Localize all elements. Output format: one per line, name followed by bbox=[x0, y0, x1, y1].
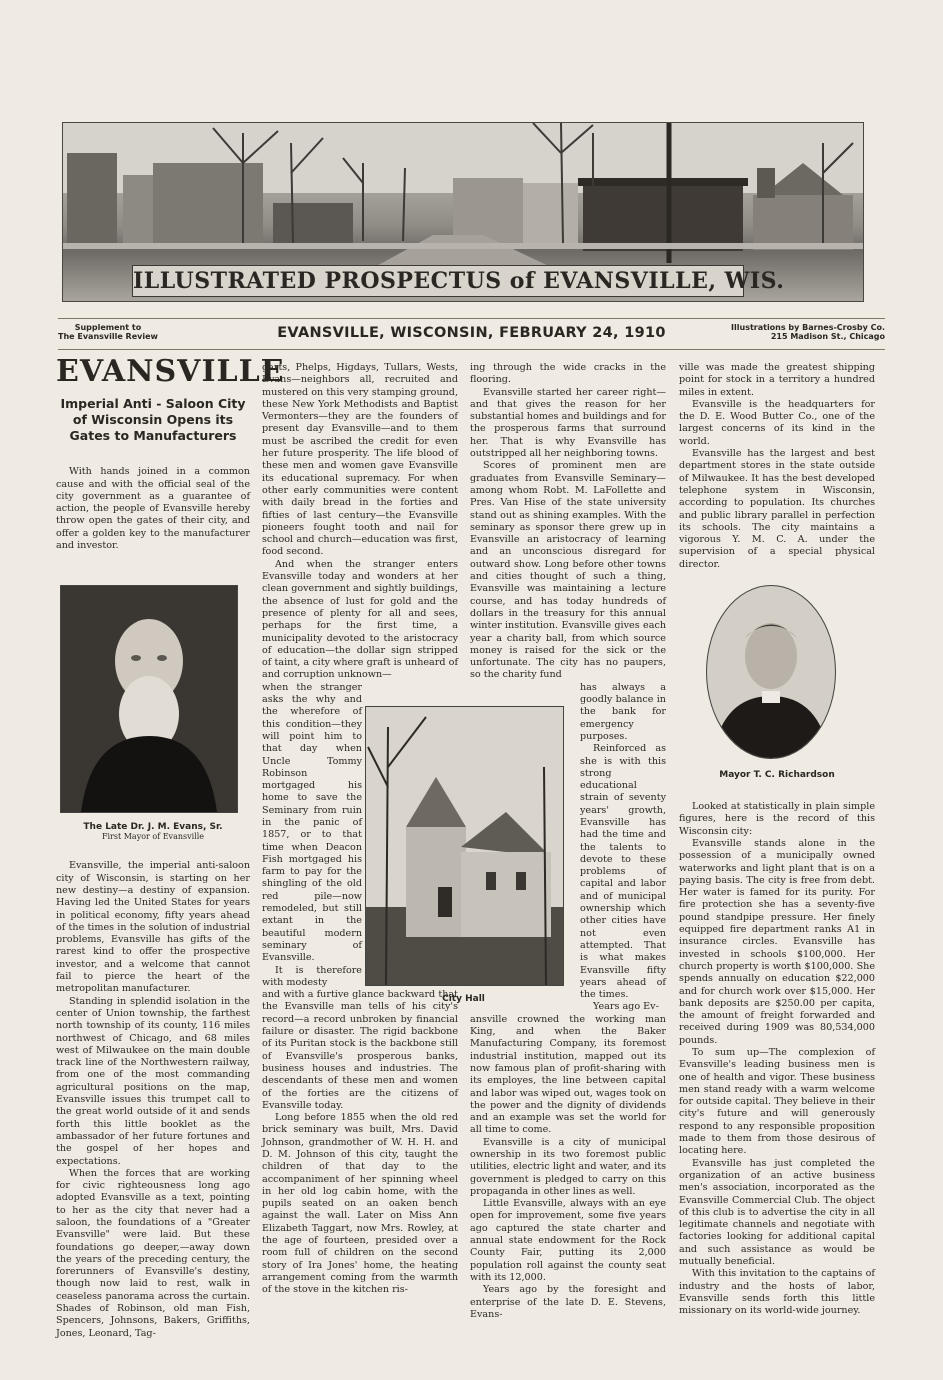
paragraph: With hands joined in a common cause and with the official seal of the city government as a guarantee of action, the people of Evansville hereby throw open the gates of their city, and offer a golden key to the manufacturer and investor. bbox=[56, 466, 250, 552]
masthead-dateline: EVANSVILLE, WISCONSIN, FEBRUARY 24, 1910 bbox=[277, 325, 666, 341]
paragraph: Standing in splendid isolation in the center of Union township, the farthest north township of its county, 116 miles northwest of Chicago, and 68 miles west of Milwaukee on the main double track line of the Northwestern railway, from one of the most commanding agricultural positions on the map, Evansville issues this trumpet call to the great world outside of it and sends forth this little booklet as the ambassador of her future fortunes and the gospel of her hopes and expectations. bbox=[56, 995, 250, 1167]
paragraph: Evansville has just completed the organization of an active business men's association, incorporated as the Evansville Commercial Club. The object of this club is to advertise the city in all legitimate channels and negotiate with factories looking for additional capital and such assistance as would be mutually beneficial. bbox=[679, 1157, 875, 1268]
paragraph: When the forces that are working for civic righteousness long ago adopted Evansville as a text, pointing to her as the city that never had a saloon, the foundations of a "Greater Evansville" were laid. But these foundations go deeper,—away down the years of the preceding century, the forerunners of Evansville's destiny, though now laid to rest, walk in ceaseless panorama across the curtain. Shades of Robinson, old man Fish, Spencers, Johnsons, Bakers, Griffiths, Jones, Leonard, Tag- bbox=[56, 1167, 250, 1339]
paragraph: Little Evansville, always with an eye open for improvement, some five years ago captured the state charter and annual state endowment for the Rock County Fair, putting its 2,000 population roll against the county seat with its 12,000. bbox=[470, 1198, 666, 1283]
paragraph: ing through the wide cracks in the flooring. bbox=[470, 362, 666, 386]
paragraph: Evansville is the headquarters for the D. E. Wood Butter Co., one of the largest concerns of its kind in the world. bbox=[679, 398, 875, 447]
paragraph: garts, Phelps, Higdays, Tullars, Wests, Evans—neighbors all, recruited and mustered on this very stamping ground, these New York Methodists and Baptist Vermonters—they are the founders of present day Evansville—and to them must be ascribed the credit for even her future prosperity. The life blood of these men and women gave Evansville its educational supremacy. For when other early communities were content with daily bread in the forties and fifties of last century—the Evansville pioneers fought tooth and nail for school and church—education was first, food second. bbox=[262, 362, 458, 558]
banner-title: ILLUSTRATED PROSPECTUS of EVANSVILLE, WIS. bbox=[132, 265, 744, 297]
paragraph: ville was made the greatest shipping point for stock in a territory a hundred miles in extent. bbox=[679, 362, 875, 398]
column-1 bbox=[56, 354, 285, 1340]
paragraph: when the stranger asks the why and the wherefore of this condition—they will point him to that day when Uncle Tommy Robinson mortgaged his home to save the Seminary from ruin in the panic of 1857, or to that time when Deacon Fish mortgaged his farm to pay for the shingling of the old red pile—now remodeled, but still extant in the beautiful modern seminary of Evansville. bbox=[262, 681, 362, 964]
paragraph: ansville crowned the working man King, and when the Baker Manufacturing Company, its foremost industrial institution, mapped out its now famous plan of profit-sharing with its employes, the line between capital and labor was wiped out, wages took on the power and the dignity of dividends and an example was set the world for all time to come. bbox=[470, 1013, 666, 1136]
masthead bbox=[58, 318, 885, 350]
paragraph: Evansville is a city of municipal ownership in its two foremost public utilities, electric light and water, and its government is pledged to carry on this propaganda in other lines as well. bbox=[470, 1136, 666, 1197]
caption-evans: The Late Dr. J. M. Evans, Sr. First Mayor of Evansville bbox=[83, 822, 223, 841]
paragraph: Reinforced as she is with this strong educational strain of seventy years' growth, Evansville has had the time and the talents to devote to these problems of capital and labor and of municipal ownership which other cities have not even attempted. That is what makes Evansville fifty years ahead of the times. bbox=[580, 743, 666, 1001]
caption-richardson: Mayor T. C. Richardson bbox=[719, 770, 835, 780]
caption-city-hall: City Hall bbox=[442, 994, 485, 1004]
paragraph: Long before 1855 when the old red brick seminary was built, Mrs. David Johnson, grandmother of W. H. H. and D. M. Johnson of this city, taught the children of that day to the accompaniment of her spinning wheel in her old log cabin home, with the pupils seated on an oaken bench against the wall. Later on Miss Ann Elizabeth Taggart, now Mrs. Rowley, at the age of fourteen, presided over a room full of children on the second story of Ira Jones' home, the heating arrangement coming from the warmth of the stove in the kitchen ris- bbox=[262, 1112, 458, 1296]
headline: EVANSVILLE bbox=[56, 354, 285, 389]
paragraph: Evansville has the largest and best department stores in the state outside of Milwaukee. It has the best developed telephone system in Wisconsin, according to population. Its churches and public library parallel in perfection its schools. The city maintains a vigorous Y. M. C. A. under the supervision of a special physical director. bbox=[679, 448, 875, 570]
paragraph: With this invitation to the captains of industry and the hosts of labor, Evansville sends forth this little missionary on its world-wide journey. bbox=[679, 1268, 875, 1317]
subhead: Imperial Anti - Saloon City of Wisconsin Opens its Gates to Manufacturers bbox=[60, 396, 246, 444]
paragraph: Years ago by the foresight and enterprise of the late D. E. Stevens, Evans- bbox=[470, 1284, 666, 1320]
paragraph: and with a furtive glance backward that the Evansville man tells of his city's record—a record unbroken by financial failure or disaster. The rigid backbone of its Puritan stock is the backbone still of Evansville's prosperous banks, business houses and industries. The descendants of these men and women of the forties are the citizens of Evansville today. bbox=[262, 989, 458, 1111]
paragraph: Years ago Ev- bbox=[593, 1001, 659, 1013]
paragraph: has always a goodly balance in the bank for emergency purposes. bbox=[580, 681, 666, 742]
paragraph: Scores of prominent men are graduates from Evansville Seminary—among whom Robt. M. LaFollette and Pres. Van Hise of the state university stand out as shining examples. With the seminary as sponsor there grew up in Evansville an aristocracy of learning and an unconscious disregard for outward show. Long before other towns and cities thought of such a thing, Evansville was maintaining a lecture course, and has today hundreds of dollars in the treasury for this annual winter institution. Evansville gives each year a charity ball, from which source money is raised for the sick or the unfortunate. The city has no paupers, so the charity fund bbox=[470, 460, 666, 681]
paragraph: It is therefore with modesty bbox=[262, 964, 362, 988]
paragraph: Evansville started her career right—and that gives the reason for her substantial homes and buildings and for the prosperous farms that surround her. That is why Evansville has outstripped all her neighboring towns. bbox=[470, 386, 666, 460]
column-4 bbox=[679, 362, 875, 1318]
paragraph: Evansville stands alone in the possession of a municipally owned waterworks and light plant that is on a paying basis. The city is free from debt. Her water is famed for its purity. For fire protection she has a seventy-five pound standpipe pressure. Her finely equipped fire department ranks A1 in insurance circles. Evansville has invested in schools $100,000. Her church property is worth $100,000. She spends annually on education $22,000 and for church work over $15,000. Her bank deposits are $250.00 per capita, the amount of freight forwarded and received during 1909 was 80,534,000 pounds. bbox=[679, 837, 875, 1046]
paragraph: And when the stranger enters Evansville today and wonders at her clean government and sightly buildings, the absence of lust for gold and the presence of plenty for all and sees, perhaps for the first time, a municipality devoted to the aristocracy of education—the dollar sign stripped of taint, a city where graft is unheard of and corruption unknown— bbox=[262, 558, 458, 681]
portrait-richardson bbox=[706, 585, 836, 759]
paragraph: Evansville, the imperial anti-saloon city of Wisconsin, is starting on her new destiny—a destiny of expansion. Having led the United States for years in political economy, fifty years ahead of the times in the solution of industrial problems, Evansville has gifts of the rarest kind to offer the prospective investor, and a welcome that cannot fail to pierce the heart of the metropolitan manufacturer. bbox=[56, 860, 250, 995]
masthead-supplement: Supplement to The Evansville Review bbox=[58, 323, 158, 341]
masthead-credit: Illustrations by Barnes-Crosby Co. 215 Madison St., Chicago bbox=[731, 323, 885, 341]
portrait-evans bbox=[60, 585, 238, 813]
paragraph: To sum up—The complexion of Evansville's leading business men is one of health and vigor. These business men stand ready with a warm welcome for outside capital. They believe in their city's future and will generously respond to any responsible proposition made to them from those desirous of locating here. bbox=[679, 1046, 875, 1157]
column-3 bbox=[470, 362, 666, 1321]
paragraph: Looked at statistically in plain simple figures, here is the record of this Wisconsin city: bbox=[679, 801, 875, 837]
